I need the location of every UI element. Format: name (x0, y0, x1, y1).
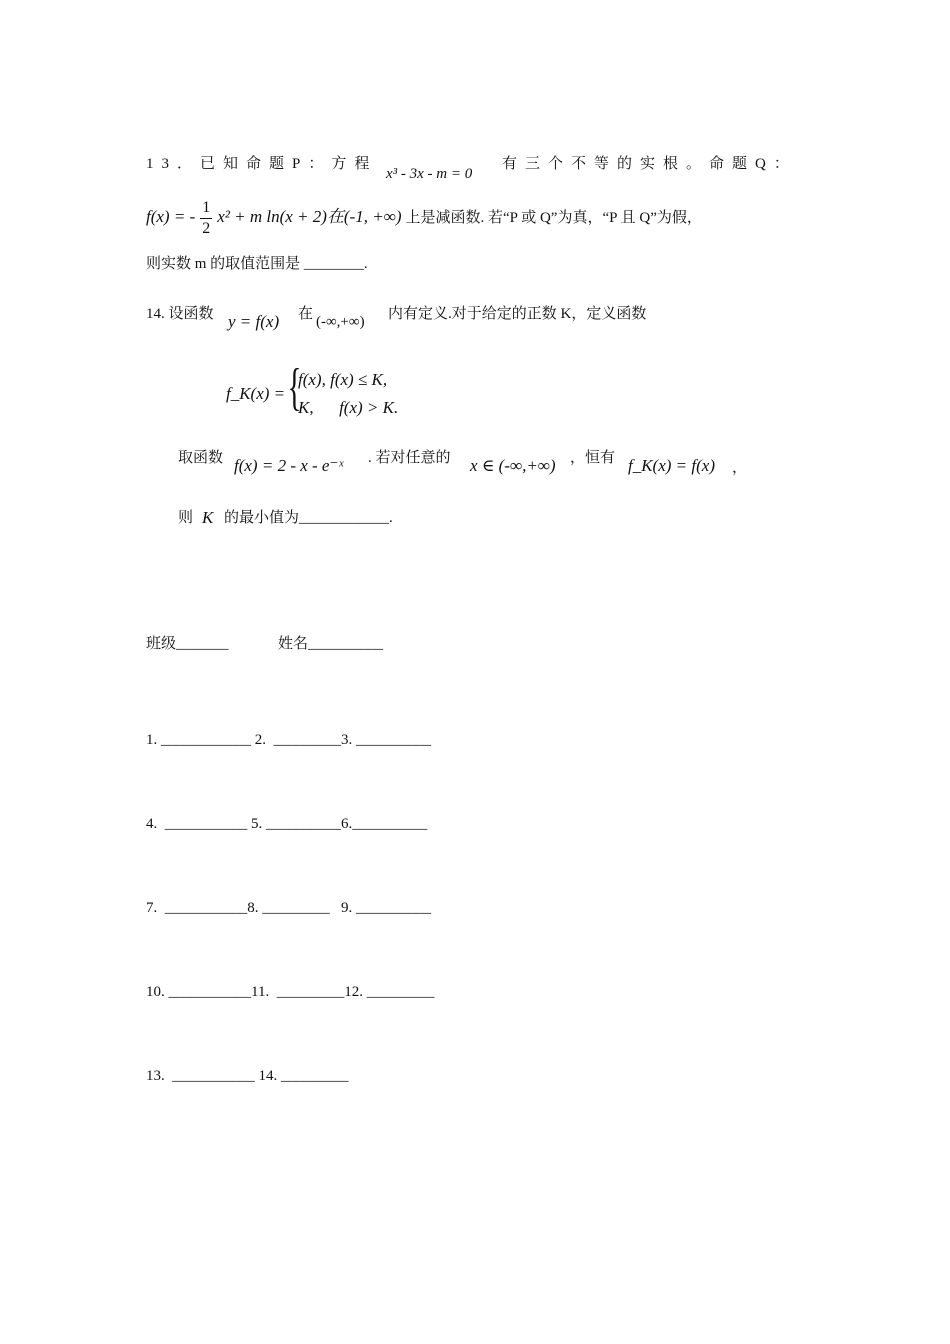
q13-func-lhs: f(x) = - (146, 207, 196, 227)
q14-line1-mid: 在 (298, 306, 314, 322)
q13-line3: 则实数 m 的取值范围是 ________. (146, 256, 368, 272)
q14-line4-prefix: 则 (178, 510, 194, 526)
q14-set: x ∈ (-∞,+∞) (470, 456, 556, 475)
q14-line3-mid: . 若对任意的 (368, 450, 451, 466)
q14-line3-prefix: 取函数 (178, 450, 224, 466)
q14-piecewise-lhs: f_K(x) = (226, 384, 286, 403)
q13-line2-suffix: 上是减函数. 若“P 或 Q”为真，“P 且 Q”为假， (405, 210, 702, 227)
q14-line1-suffix: 内有定义.对于给定的正数 K，定义函数 (388, 306, 647, 322)
q14-line3-mid2: ，恒有 (570, 450, 616, 466)
q14-func-f: f(x) = 2 - x - e⁻ˣ (234, 456, 344, 475)
q14-func-y: y = f(x) (228, 312, 280, 331)
answer-row-2[interactable]: 4. ___________ 5. __________6.__________ (146, 816, 428, 832)
q13-equation: x³ - 3x - m = 0 (386, 166, 473, 182)
q13-func-rest: x² + m ln(x + 2)在(-1, +∞) (217, 207, 402, 227)
q13-line1-suffix: 有三个不等的实根。命题Q： (502, 156, 797, 172)
q14-fk-equation: f_K(x) = f(x) (628, 456, 715, 475)
q13-fraction (200, 198, 212, 239)
q13-line1-prefix: 13．已知命题P：方程 (146, 156, 378, 172)
q14-line1-prefix: 14. 设函数 (146, 306, 214, 322)
q14-line3-end: ， (732, 460, 748, 476)
answer-row-1[interactable]: 1. ____________ 2. _________3. __________ (146, 732, 431, 748)
q14-line4-suffix: 的最小值为____________. (224, 510, 393, 526)
q14-interval: (-∞,+∞) (316, 314, 365, 330)
left-brace-icon: { (287, 359, 302, 416)
answer-row-5[interactable]: 13. ___________ 14. _________ (146, 1068, 349, 1084)
answer-row-3[interactable]: 7. ___________8. _________ 9. __________ (146, 900, 431, 916)
q14-piece-1: f(x), f(x) ≤ K, (298, 370, 388, 389)
name-field[interactable]: 姓名__________ (278, 636, 384, 652)
fraction-numerator: 1 (200, 198, 212, 219)
fraction-denominator: 2 (202, 220, 211, 237)
class-field[interactable]: 班级_______ (146, 636, 229, 652)
q13-function (146, 198, 702, 239)
q14-piece-2: K, f(x) > K. (298, 398, 399, 417)
q14-var-k: K (202, 508, 214, 527)
answer-row-4[interactable]: 10. ___________11. _________12. _________ (146, 984, 435, 1000)
